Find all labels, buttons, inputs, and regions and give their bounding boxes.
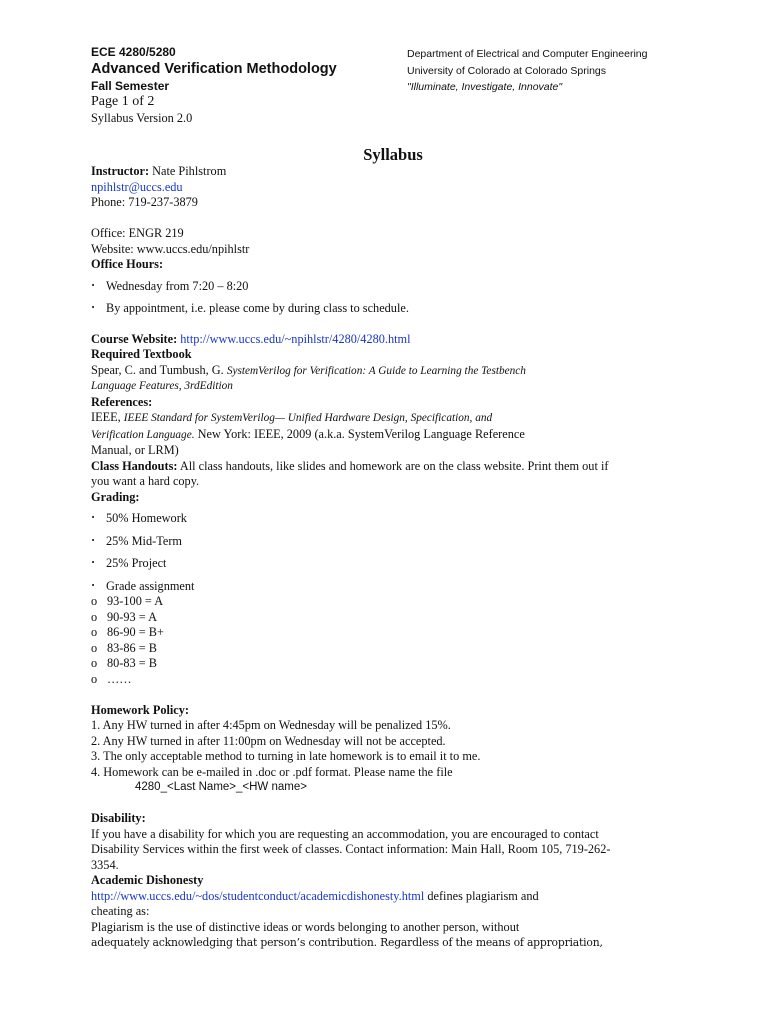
department: Department of Electrical and Computer Engineering [407, 48, 648, 60]
list-item: o 90-93 = A [91, 610, 631, 626]
list-item: o 93-100 = A [91, 594, 631, 610]
list-item: o 83-86 = B [91, 641, 631, 657]
course-website-label: Course Website: [91, 331, 178, 346]
instructor-label: Instructor: [91, 164, 150, 178]
list-item: 2. Any HW turned in after 11:00pm on Wednesday will not be accepted. [91, 733, 446, 748]
handouts-text: All class handouts, like slides and homework are on the class website. Print them out if [177, 458, 609, 473]
instructor-website: Website: www.uccs.edu/npihlstr [91, 241, 250, 256]
textbook-title: SystemVerilog for Verification: A Guide to Learning the Testbench [226, 364, 526, 377]
list-item: · 25% Project [91, 556, 631, 572]
university: University of Colorado at Colorado Springs [407, 65, 607, 77]
instructor-email-link[interactable]: npihlstr@uccs.edu [91, 179, 183, 194]
list-item: o 80-83 = B [91, 656, 631, 672]
syllabus-version: Syllabus Version 2.0 [91, 111, 193, 125]
grading-list [91, 511, 631, 594]
grading-label: Grading: [91, 489, 140, 504]
dishonesty-text: defines plagiarism and [424, 888, 539, 903]
page-title: Syllabus [363, 145, 423, 164]
list-item: 1. Any HW turned in after 4:45pm on Wednesday will be penalized 15%. [91, 718, 451, 732]
list-item: · Wednesday from 7:20 – 8:20 [91, 279, 631, 295]
disability-text: 3354. [91, 857, 119, 872]
references-label: References: [91, 394, 153, 409]
list-item: 4. Homework can be e-mailed in .doc or .pdf format. Please name the file [91, 764, 453, 779]
course-title: Advanced Verification Methodology [91, 61, 337, 77]
dishonesty-text: adequately acknowledging that person’s contribution. Regardless of the means of appropriation, [91, 936, 603, 949]
list-item: · 50% Homework [91, 511, 631, 527]
disability-label: Disability: [91, 811, 146, 825]
reference-publisher: New York: IEEE, 2009 (a.k.a. SystemVerilog Language Reference [194, 426, 525, 441]
grade-scale-list [91, 594, 631, 687]
reference-title: IEEE Standard for SystemVerilog— Unified Hardware Design, Specification, and [123, 412, 493, 424]
dishonesty-policy-link[interactable]: http://www.uccs.edu/~dos/studentconduct/academicdishonesty.html [91, 888, 425, 903]
list-item: o 86-90 = B+ [91, 625, 631, 641]
instructor-office: Office: ENGR 219 [91, 226, 184, 240]
textbook-label: Required Textbook [91, 347, 192, 361]
motto: "Illuminate, Investigate, Innovate" [407, 81, 563, 93]
reference-lrm: Manual, or LRM) [91, 443, 179, 457]
semester: Fall Semester [91, 79, 170, 93]
reference-prefix: IEEE, [91, 410, 124, 424]
list-item: · By appointment, i.e. please come by during class to schedule. [91, 301, 631, 317]
list-item: 3. The only acceptable method to turning in late homework is to email it to me. [91, 749, 481, 763]
textbook-title-cont: Language Features, 3rdEdition [91, 380, 233, 392]
instructor-name: Nate Pihlstrom [149, 164, 227, 178]
dishonesty-label: Academic Dishonesty [91, 873, 204, 887]
disability-text: If you have a disability for which you are requesting an accommodation, you are encouraged to contact [91, 826, 599, 841]
course-code: ECE 4280/5280 [91, 45, 176, 59]
office-hours-list [91, 279, 631, 317]
list-item: o …… [91, 672, 631, 688]
homework-filename-format: 4280_<Last Name>_<HW name> [135, 781, 307, 793]
handouts-text-cont: you want a hard copy. [91, 474, 200, 488]
instructor-line [91, 164, 631, 180]
page-number: Page 1 of 2 [91, 94, 155, 109]
office-hours-label: Office Hours: [91, 257, 164, 271]
homework-policy-label: Homework Policy: [91, 702, 190, 717]
syllabus-body [91, 164, 631, 951]
disability-text: Disability Services within the first week of classes. Contact information: Main Hall, Room 105, 719-262- [91, 842, 611, 856]
instructor-phone: Phone: 719-237-3879 [91, 195, 198, 209]
textbook-authors: Spear, C. and Tumbush, G. [91, 362, 227, 377]
reference-title-cont: Verification Language. [91, 428, 195, 441]
list-item: · Grade assignment [91, 579, 631, 595]
dishonesty-text: Plagiarism is the use of distinctive ideas or words belonging to another person, without [91, 919, 520, 934]
handouts-label: Class Handouts: [91, 458, 178, 473]
list-item: · 25% Mid-Term [91, 534, 631, 550]
course-website-link[interactable]: http://www.uccs.edu/~npihlstr/4280/4280.html [180, 331, 411, 346]
dishonesty-text: cheating as: [91, 904, 150, 918]
